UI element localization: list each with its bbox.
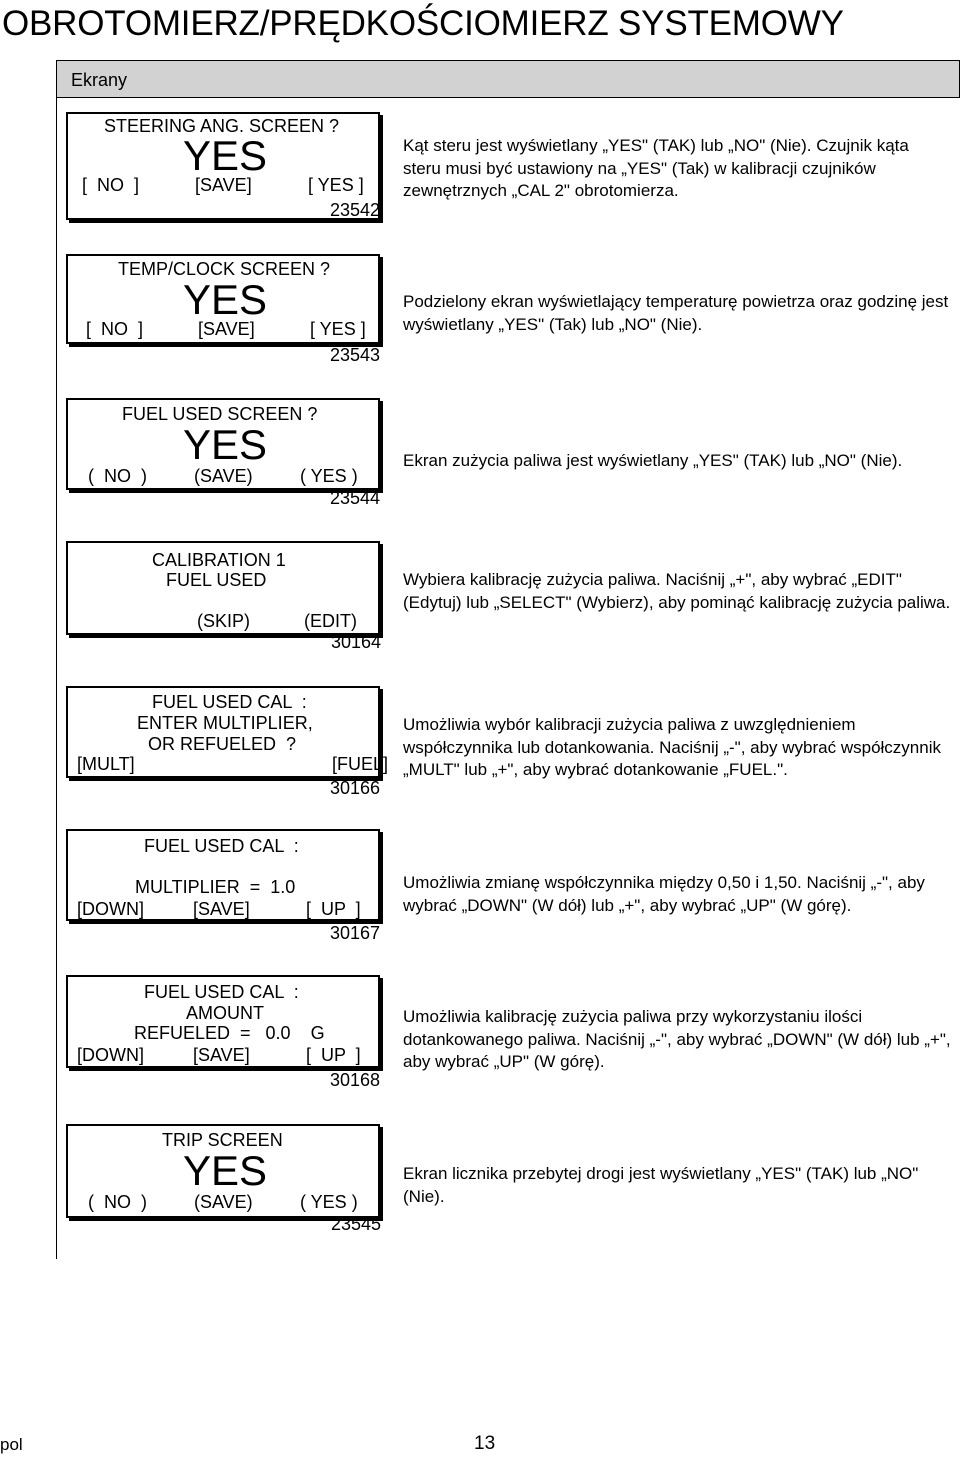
row-description: Wybiera kalibrację zużycia paliwa. Naciśnij „+", aby wybrać „EDIT" (Edytuj) lub „SELECT" (Wybierz), aby pominąć kalibrację zużycia paliwa. <box>403 570 951 612</box>
screen-softkey-mid: [SAVE] <box>193 899 250 919</box>
screen-line-1: STEERING ANG. SCREEN ? <box>104 116 340 136</box>
section-header <box>56 60 960 98</box>
screen-code: 23543 <box>330 345 381 365</box>
screen-softkey-right: ( YES ) <box>300 1192 358 1212</box>
screen-softkey-right: (EDIT) <box>304 611 357 631</box>
screen-softkey-mid: (SKIP) <box>197 611 251 631</box>
screen-line-1: CALIBRATION 1 <box>152 550 286 570</box>
lcd-screen-calibration <box>66 541 380 635</box>
screen-softkey-right: [ YES ] <box>308 175 364 195</box>
screen-softkey-mid: [SAVE] <box>193 1045 250 1065</box>
screen-line-1: FUEL USED CAL : <box>144 836 299 856</box>
screen-code: 30168 <box>330 1070 381 1090</box>
row-description: Umożliwia kalibrację zużycia paliwa przy wykorzystaniu ilości dotankowanego paliwa. Naciśnij „-", aby wybrać „DOWN" (W dół) lub „+", aby wybrać „UP" (W górę). <box>403 1007 951 1071</box>
screen-softkey-mid: [SAVE] <box>198 319 255 339</box>
screen-line-1: TEMP/CLOCK SCREEN ? <box>118 259 331 279</box>
screen-softkey-right: ( YES ) <box>300 466 358 486</box>
screen-line-2: AMOUNT <box>186 1003 264 1023</box>
screen-softkey-left: ( NO ) <box>88 466 147 486</box>
screen-softkey-right: [ UP ] <box>306 1045 361 1065</box>
lcd-screen-refueled <box>66 975 380 1068</box>
row-description: Umożliwia zmianę współczynnika między 0,50 i 1,50. Naciśnij „-", aby wybrać „DOWN" (W dół) lub „+", aby wybrać „UP" (W górę). <box>403 873 925 915</box>
row-description: Podzielony ekran wyświetlający temperaturę powietrza oraz godzinę jest wyświetlany „YES" (Tak) lub „NO" (Nie). <box>403 292 949 334</box>
screen-line-3: REFUELED = 0.0 G <box>134 1023 325 1043</box>
screen-softkey-mid: (SAVE) <box>194 466 253 486</box>
screen-softkey-left: ( NO ) <box>88 1192 147 1212</box>
lcd-screen-trip <box>66 1124 380 1218</box>
section-label: Ekrany <box>71 70 128 90</box>
screen-value: YES <box>183 132 268 179</box>
screen-value: YES <box>183 276 268 323</box>
screen-line-2: FUEL USED <box>166 570 267 590</box>
row-description: Ekran zużycia paliwa jest wyświetlany „YES" (TAK) lub „NO" (Nie). <box>403 451 903 470</box>
screen-line-2: ENTER MULTIPLIER, <box>137 713 313 733</box>
screen-softkey-right: [ UP ] <box>306 899 361 919</box>
screen-line-1: FUEL USED SCREEN ? <box>122 404 318 424</box>
row-description: Ekran licznika przebytej drogi jest wyświetlany „YES" (TAK) lub „NO" (Nie). <box>403 1164 919 1206</box>
screen-code: 30164 <box>331 632 382 652</box>
screen-softkey-mid: [SAVE] <box>195 175 252 195</box>
screen-code: 30167 <box>330 923 381 943</box>
row-description: Kąt steru jest wyświetlany „YES" (TAK) lub „NO" (Nie). Czujnik kąta steru musi być ustawiony na „YES" (Tak) w kalibracji czujników zewnętrznych „CAL 2" obrotomierza. <box>403 136 909 200</box>
screen-softkey-left: [DOWN] <box>77 1045 144 1065</box>
footer-language: pol <box>0 1435 23 1454</box>
page-title: OBROTOMIERZ/PRĘDKOŚCIOMIERZ SYSTEMOWY <box>2 4 844 43</box>
screen-softkey-left: [DOWN] <box>77 899 144 919</box>
screen-code: 23545 <box>331 1214 382 1234</box>
screen-code: 30166 <box>330 778 381 798</box>
lcd-screen-fuel-used <box>66 398 380 490</box>
screen-softkey-left: [ NO ] <box>86 319 144 339</box>
lcd-screen-fuel-cal-mode <box>66 686 389 778</box>
screen-value: YES <box>183 1147 268 1194</box>
lcd-screen-temp-clock <box>66 254 380 344</box>
screen-softkey-mid: (SAVE) <box>194 1192 253 1212</box>
screen-softkey-left: [MULT] <box>77 754 135 774</box>
screen-value: YES <box>183 421 268 468</box>
screen-line-1: FUEL USED CAL : <box>144 982 299 1002</box>
screen-line-2: MULTIPLIER = 1.0 <box>135 877 296 897</box>
row-description: Umożliwia wybór kalibracji zużycia paliwa z uwzględnieniem współczynnika lub dotankowania. Naciśnij „-", aby wybrać współczynnik „MULT" lub „+", aby wybrać dotankowanie „FUEL.". <box>403 715 941 779</box>
screen-line-3: OR REFUELED ? <box>148 734 297 754</box>
screen-softkey-right: [ YES ] <box>310 319 366 339</box>
screen-softkey-left: [ NO ] <box>82 175 140 195</box>
screen-softkey-right: [FUEL] <box>332 754 389 774</box>
screen-line-1: TRIP SCREEN <box>162 1130 283 1150</box>
screen-line-1: FUEL USED CAL : <box>152 692 307 712</box>
screen-code: 23542 <box>330 200 381 220</box>
screen-code: 23544 <box>330 488 381 508</box>
lcd-screen-multiplier <box>66 829 380 921</box>
page-number: 13 <box>474 1433 496 1454</box>
